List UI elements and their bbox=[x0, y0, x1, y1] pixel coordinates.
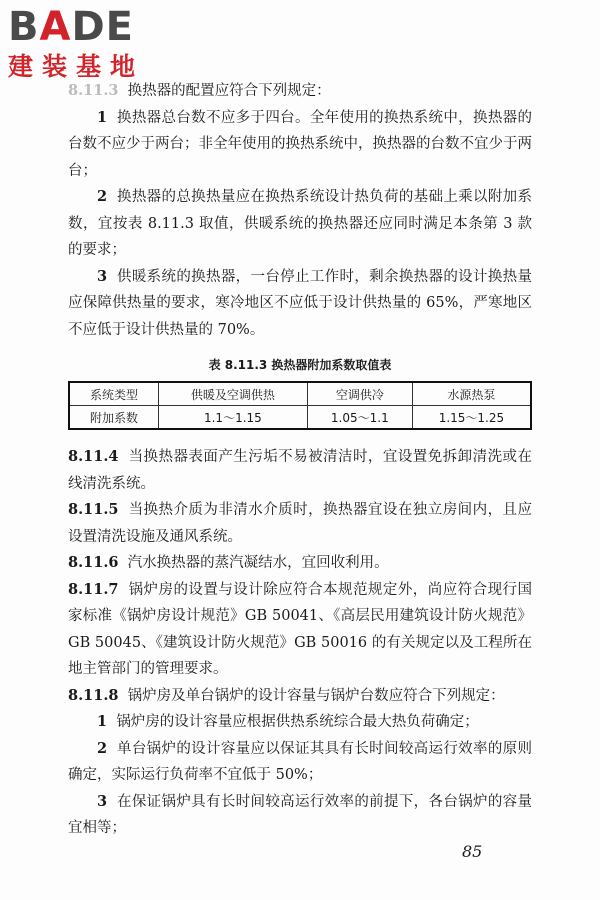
table-title: 表 8.11.3 换热器附加系数取值表 bbox=[208, 358, 392, 372]
logo-subtitle: 建装基地 bbox=[8, 52, 145, 81]
table-header-cell: 系统类型 bbox=[69, 382, 158, 406]
table-header-cell: 空调供冷 bbox=[307, 382, 412, 406]
table-header-row bbox=[69, 382, 531, 406]
table-header-cell: 供暖及空调供热 bbox=[158, 382, 307, 406]
logo-wordmark: BADE bbox=[8, 4, 134, 50]
table-row bbox=[69, 406, 531, 430]
clause-8-11-3-item-3: 3 供暖系统的换热器，一台停止工作时，剩余换热器的设计换热量应保障供热量的要求，寒冷地区不应低于设计供热量的 65%，严寒地区不应低于设计供热量的 70%。 bbox=[68, 267, 533, 338]
clause-8-11-8-item-1: 1 锅炉房的设计容量应根据供热系统综合最大热负荷确定； bbox=[97, 713, 479, 730]
table-cell: 1.1～1.15 bbox=[158, 406, 307, 430]
table-cell: 附加系数 bbox=[69, 406, 158, 430]
clause-8-11-5: 8.11.5 当换热介质为非清水介质时，换热器宜设在独立房间内，且应设置清洗设施及通风系统。 bbox=[68, 501, 533, 545]
clause-8-11-8-item-2: 2 单台锅炉的设计容量应以保证其具有长时间较高运行效率的原则确定，实际运行负荷率不宜低于 50%； bbox=[68, 739, 533, 783]
clause-8-11-4: 8.11.4 当换热器表面产生污垢不易被清洁时，宜设置免拆卸清洗或在线清洗系统。 bbox=[68, 448, 533, 492]
clause-8-11-6: 8.11.6 汽水换热器的蒸汽凝结水，宜回收利用。 bbox=[68, 554, 389, 571]
table-header-cell: 水源热泵 bbox=[412, 382, 531, 406]
clause-8-11-8-item-3: 3 在保证锅炉具有长时间较高运行效率的前提下，各台锅炉的容量宜相等； bbox=[68, 792, 533, 836]
clause-8-11-7: 8.11.7 锅炉房的设置与设计除应符合本规范规定外，尚应符合现行国家标准《锅炉房设计规范》GB 50041、《高层民用建筑设计防火规范》GB 50045、《建筑设计防火规范》GB 50016 的有关规定以及工程所在地主管部门的管理要求。 bbox=[68, 580, 533, 677]
clause-8-11-3-item-2: 2 换热器的总换热量应在换热系统设计热负荷的基础上乘以附加系数，宜按表 8.11.3 取值，供暖系统的换热器还应同时满足本条第 3 款的要求； bbox=[68, 188, 533, 258]
table-cell: 1.15～1.25 bbox=[412, 406, 531, 430]
coefficient-table bbox=[68, 381, 532, 430]
clause-8-11-3-heading: 8.11.3 换热器的配置应符合下列规定： bbox=[68, 82, 331, 99]
clause-8-11-3-item-1: 1 换热器总台数不应多于四台。全年使用的换热系统中，换热器的台数不应少于两台；非全年使用的换热系统中，换热器的台数不宜少于两台； bbox=[68, 108, 533, 179]
bade-logo bbox=[8, 4, 178, 82]
clause-8-11-8: 8.11.8 锅炉房及单台锅炉的设计容量与锅炉台数应符合下列规定： bbox=[68, 686, 505, 704]
table-cell: 1.05～1.1 bbox=[307, 406, 412, 430]
page-number: 85 bbox=[462, 842, 483, 861]
page-content bbox=[68, 78, 532, 842]
